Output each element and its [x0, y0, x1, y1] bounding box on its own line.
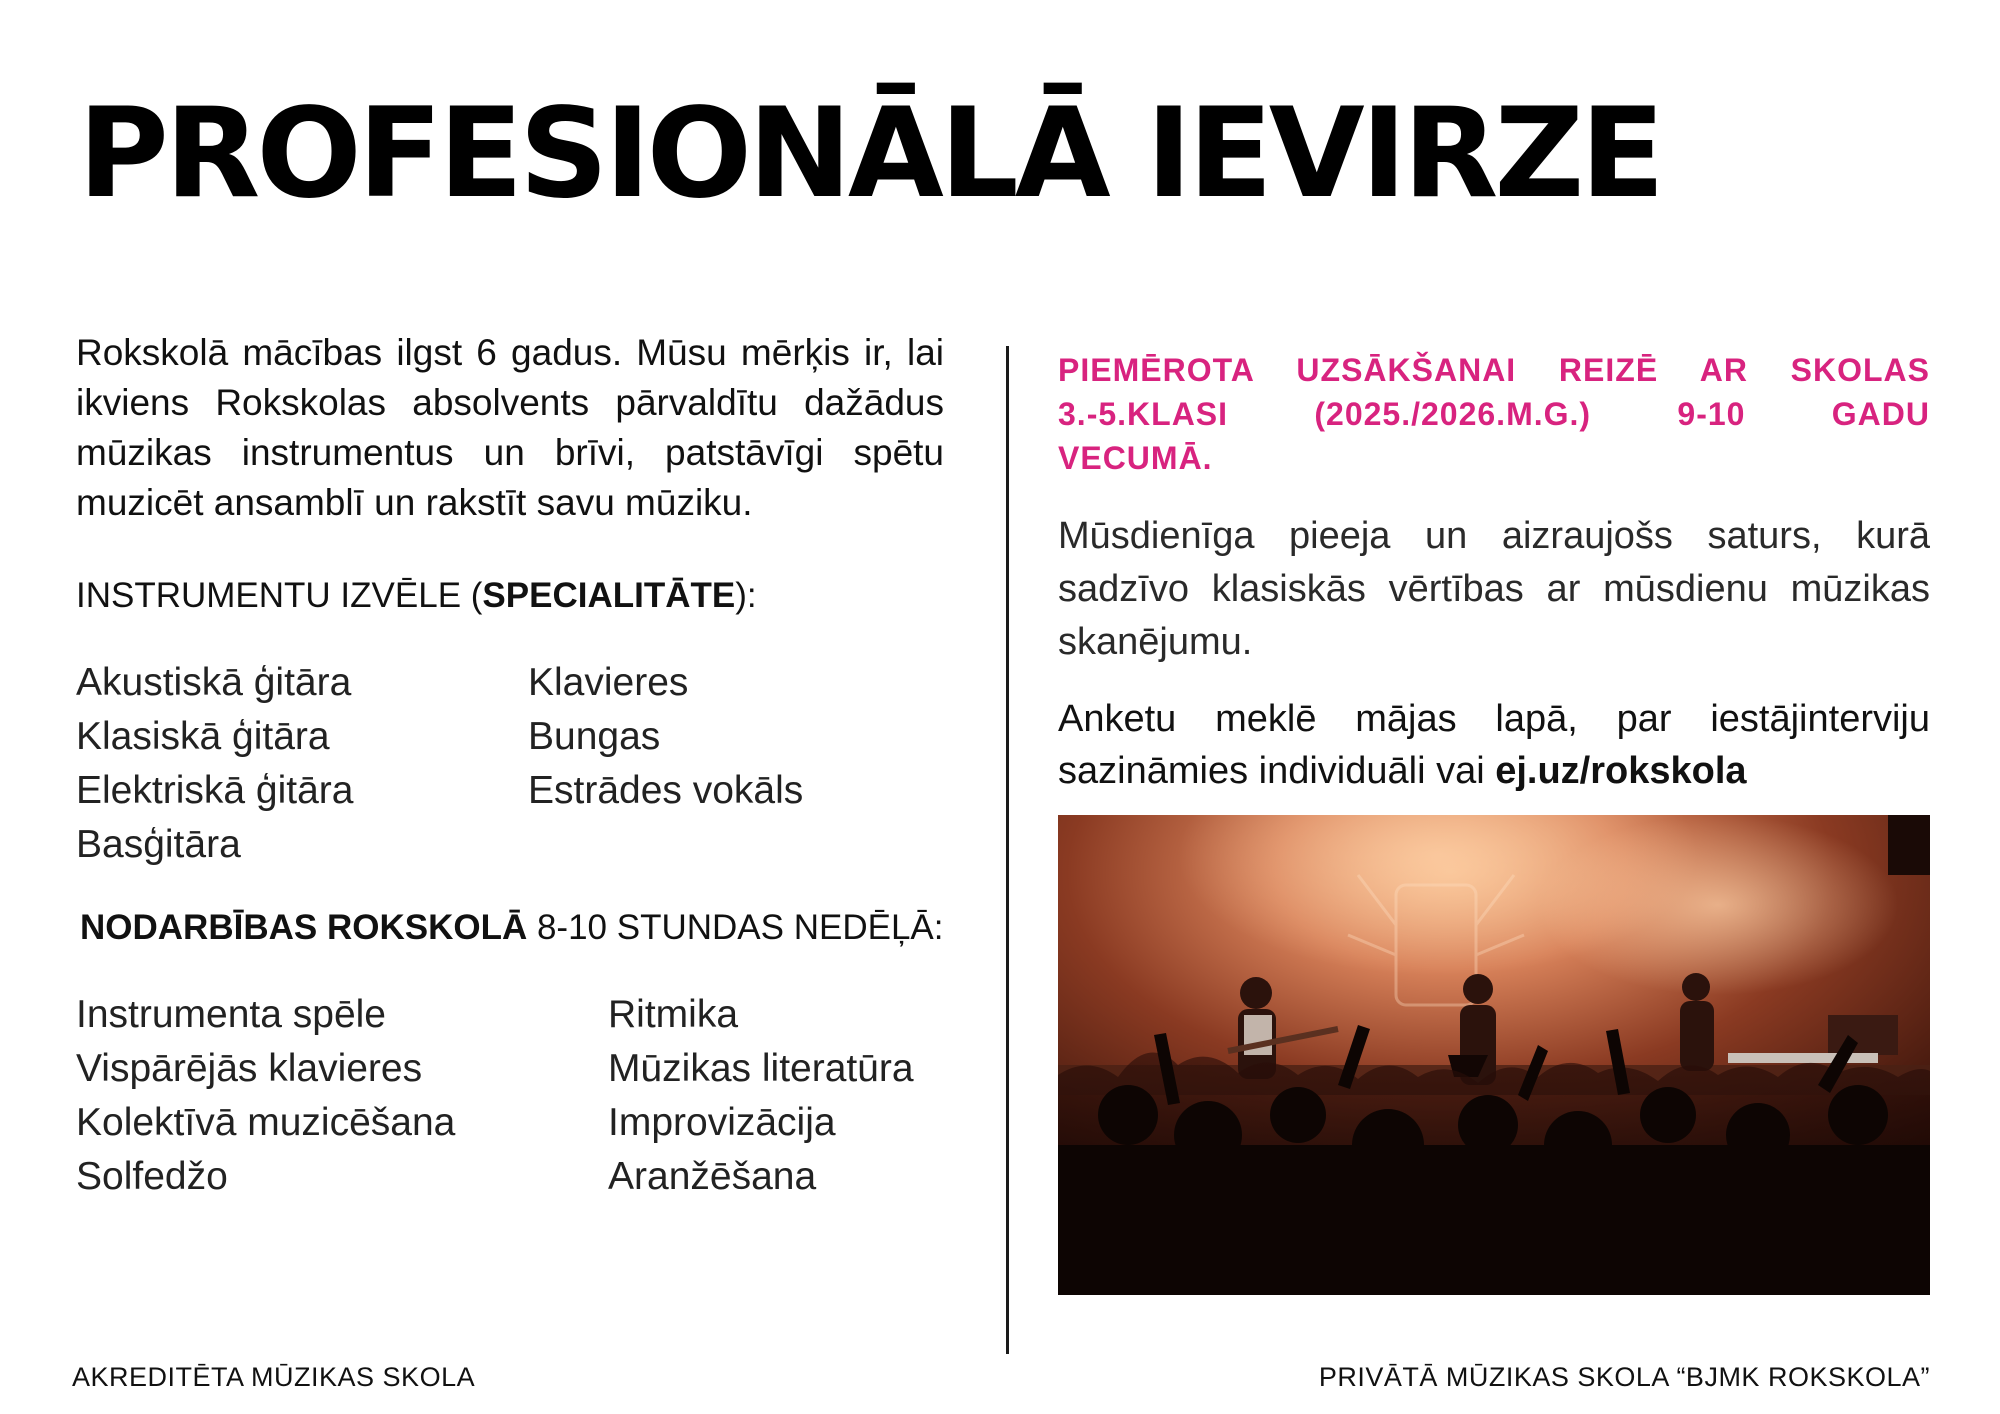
left-column — [76, 328, 944, 1204]
instruments-heading-suffix: ): — [735, 576, 757, 615]
list-item: Aranžēšana — [608, 1155, 817, 1198]
list-item: Elektriskā ģitāra — [76, 769, 354, 812]
age-highlight-last: VECUMĀ. — [1058, 440, 1213, 476]
page-title: PROFESIONĀLĀ IEVIRZE — [78, 82, 1661, 226]
instruments-col-1 — [76, 656, 528, 872]
list-item: Akustiskā ģitāra — [76, 661, 352, 704]
list-item: Solfedžo — [76, 1155, 228, 1198]
instruments-col-2 — [528, 656, 944, 872]
activities-heading — [80, 906, 944, 950]
list-item: Kolektīvā muzicēšana — [76, 1101, 456, 1144]
list-item: Instrumenta spēle — [76, 993, 387, 1036]
list-item: Bungas — [528, 715, 661, 758]
intro-paragraph: Rokskolā mācības ilgst 6 gadus. Mūsu mērķis ir, lai ikviens Rokskolas absolvents pārvaldītu dažādus mūzikas instrumentus un brīvi, patstāvīgi spētu muzicēt ansamblī un rakstīt savu mūziku. — [76, 332, 944, 523]
list-item: Ritmika — [608, 993, 739, 1036]
column-divider — [1006, 346, 1009, 1354]
footer-accreditation: AKREDITĒTA MŪZIKAS SKOLA — [72, 1362, 476, 1392]
instruments-heading-bold: SPECIALITĀTE — [482, 576, 736, 615]
list-item: Klavieres — [528, 661, 689, 704]
contact-text: Anketu meklē mājas lapā, par iestājinterviju sazināmies individuāli vai — [1058, 698, 1930, 792]
list-item: Mūzikas literatūra — [608, 1047, 914, 1090]
list-item: Klasiskā ģitāra — [76, 715, 330, 758]
activities-col-1 — [76, 988, 608, 1204]
age-highlight-main: PIEMĒROTA UZSĀKŠANAI REIZĒ AR SKOLAS 3.-5.KLASI (2025./2026.M.G.) 9-10 GADU — [1058, 352, 1930, 432]
activities-heading-rest: 8-10 STUNDAS NEDĒĻĀ: — [527, 908, 944, 947]
activities-list — [76, 988, 944, 1204]
footer-school-name: PRIVĀTĀ MŪZIKAS SKOLA “BJMK ROKSKOLA” — [1318, 1362, 1930, 1392]
contact-paragraph — [1058, 693, 1930, 797]
list-item: Vispārējās klavieres — [76, 1047, 423, 1090]
list-item: Basģitāra — [76, 823, 241, 866]
instruments-heading-prefix: INSTRUMENTU IZVĒLE ( — [76, 576, 483, 615]
list-item: Estrādes vokāls — [528, 769, 804, 812]
contact-link[interactable]: ej.uz/rokskola — [1495, 750, 1747, 792]
concert-photo-illustration — [1058, 815, 1930, 1295]
activities-col-2 — [608, 988, 944, 1204]
description-paragraph: Mūsdienīga pieeja un aizraujošs saturs, kurā sadzīvo klasiskās vērtības ar mūsdienu mūzikas skanējumu. — [1058, 515, 1930, 663]
concert-photo — [1058, 815, 1930, 1295]
instruments-list — [76, 656, 944, 872]
activities-heading-bold: NODARBĪBAS ROKSKOLĀ — [80, 908, 528, 947]
list-item: Improvizācija — [608, 1101, 836, 1144]
right-column — [1058, 348, 1930, 797]
instruments-heading — [76, 574, 944, 618]
age-highlight — [1058, 348, 1930, 480]
